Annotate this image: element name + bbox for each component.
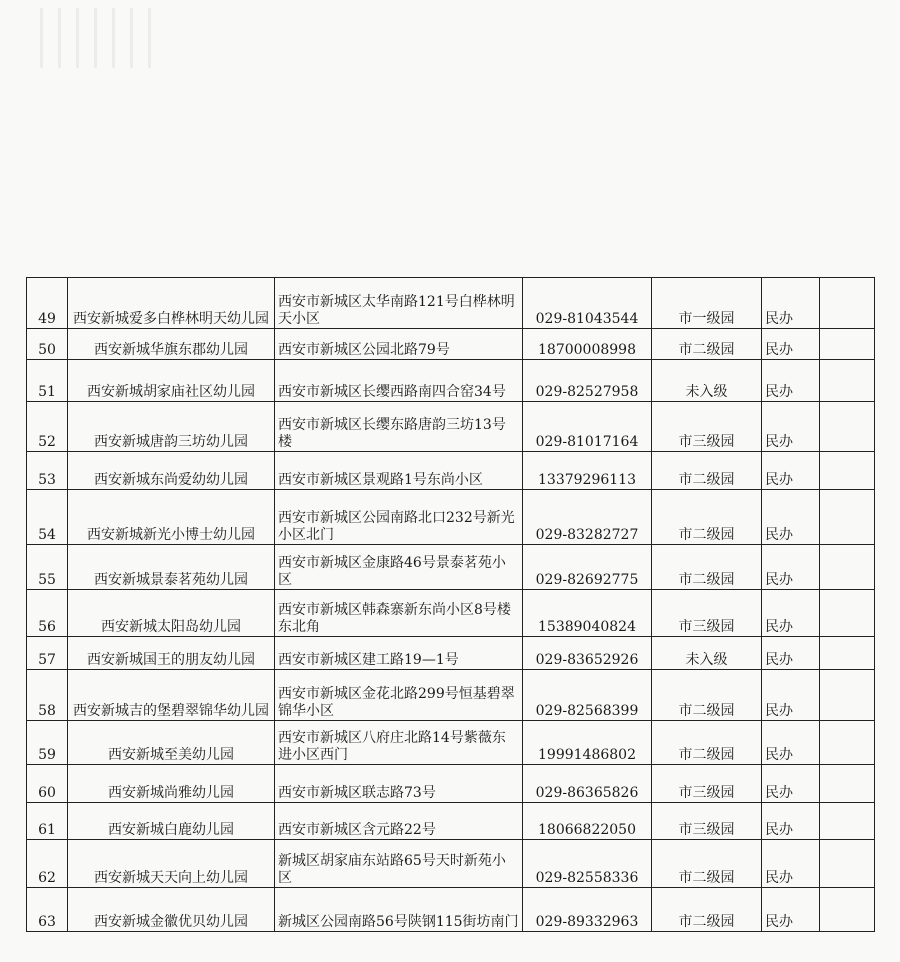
row-number: 61 — [27, 803, 68, 840]
kindergarten-address: 西安市新城区建工路19—1号 — [275, 637, 523, 670]
grade-level: 市二级园 — [652, 452, 762, 490]
table-row — [27, 803, 875, 840]
row-number: 60 — [27, 765, 68, 803]
phone-number: 029-89332963 — [523, 888, 652, 932]
row-number: 54 — [27, 490, 68, 545]
kindergarten-address: 西安市新城区联志路73号 — [275, 765, 523, 803]
kindergarten-name: 西安新城吉的堡碧翠锦华幼儿园 — [68, 670, 275, 721]
phone-number: 029-83282727 — [523, 490, 652, 545]
kindergarten-address: 新城区胡家庙东站路65号天时新苑小区 — [275, 840, 523, 888]
ownership-type: 民办 — [762, 803, 820, 840]
kindergarten-name: 西安新城新光小博士幼儿园 — [68, 490, 275, 545]
grade-level: 市三级园 — [652, 803, 762, 840]
kindergarten-name: 西安新城金徽优贝幼儿园 — [68, 888, 275, 932]
ownership-type: 民办 — [762, 490, 820, 545]
kindergarten-name: 西安新城东尚爱幼幼儿园 — [68, 452, 275, 490]
empty-cell — [820, 803, 875, 840]
kindergarten-address: 西安市新城区长缨西路南四合窑34号 — [275, 360, 523, 402]
kindergarten-name: 西安新城唐韵三坊幼儿园 — [68, 402, 275, 452]
kindergarten-address: 西安市新城区金花北路299号恒基碧翠锦华小区 — [275, 670, 523, 721]
empty-cell — [820, 590, 875, 637]
kindergarten-name: 西安新城胡家庙社区幼儿园 — [68, 360, 275, 402]
kindergarten-address: 西安市新城区公园南路北口232号新光小区北门 — [275, 490, 523, 545]
empty-cell — [820, 360, 875, 402]
empty-cell — [820, 402, 875, 452]
ownership-type: 民办 — [762, 452, 820, 490]
grade-level: 市一级园 — [652, 278, 762, 329]
grade-level: 市三级园 — [652, 590, 762, 637]
row-number: 57 — [27, 637, 68, 670]
ownership-type: 民办 — [762, 840, 820, 888]
ownership-type: 民办 — [762, 402, 820, 452]
grade-level: 市二级园 — [652, 545, 762, 590]
empty-cell — [820, 721, 875, 765]
grade-level: 市二级园 — [652, 670, 762, 721]
kindergarten-name: 西安新城白鹿幼儿园 — [68, 803, 275, 840]
row-number: 58 — [27, 670, 68, 721]
phone-number: 029-81043544 — [523, 278, 652, 329]
row-number: 52 — [27, 402, 68, 452]
table-row — [27, 402, 875, 452]
table-row — [27, 637, 875, 670]
table-row — [27, 452, 875, 490]
row-number: 62 — [27, 840, 68, 888]
empty-cell — [820, 637, 875, 670]
grade-level: 市二级园 — [652, 329, 762, 360]
table-row — [27, 840, 875, 888]
empty-cell — [820, 452, 875, 490]
ownership-type: 民办 — [762, 721, 820, 765]
phone-number: 029-81017164 — [523, 402, 652, 452]
kindergarten-address: 西安市新城区金康路46号景泰茗苑小区 — [275, 545, 523, 590]
row-number: 59 — [27, 721, 68, 765]
empty-cell — [820, 545, 875, 590]
kindergarten-name: 西安新城爱多白桦林明天幼儿园 — [68, 278, 275, 329]
row-number: 53 — [27, 452, 68, 490]
grade-level: 未入级 — [652, 360, 762, 402]
grade-level: 市二级园 — [652, 840, 762, 888]
grade-level: 市二级园 — [652, 721, 762, 765]
table-row — [27, 490, 875, 545]
empty-cell — [820, 670, 875, 721]
empty-cell — [820, 329, 875, 360]
phone-number: 15389040824 — [523, 590, 652, 637]
kindergarten-address: 西安市新城区八府庄北路14号紫薇东进小区西门 — [275, 721, 523, 765]
table-row — [27, 590, 875, 637]
ownership-type: 民办 — [762, 590, 820, 637]
kindergarten-name: 西安新城至美幼儿园 — [68, 721, 275, 765]
kindergarten-address: 西安市新城区韩森寨新东尚小区8号楼东北角 — [275, 590, 523, 637]
ownership-type: 民办 — [762, 545, 820, 590]
grade-level: 市三级园 — [652, 402, 762, 452]
kindergarten-name: 西安新城华旗东郡幼儿园 — [68, 329, 275, 360]
phone-number: 029-82692775 — [523, 545, 652, 590]
empty-cell — [820, 490, 875, 545]
grade-level: 市二级园 — [652, 490, 762, 545]
row-number: 51 — [27, 360, 68, 402]
ownership-type: 民办 — [762, 888, 820, 932]
table-row — [27, 329, 875, 360]
ownership-type: 民办 — [762, 637, 820, 670]
phone-number: 18066822050 — [523, 803, 652, 840]
phone-number: 13379296113 — [523, 452, 652, 490]
phone-number: 029-83652926 — [523, 637, 652, 670]
table-row — [27, 545, 875, 590]
kindergarten-address: 西安市新城区公园北路79号 — [275, 329, 523, 360]
ownership-type: 民办 — [762, 670, 820, 721]
row-number: 50 — [27, 329, 68, 360]
ownership-type: 民办 — [762, 278, 820, 329]
table-row — [27, 670, 875, 721]
table-row — [27, 765, 875, 803]
empty-cell — [820, 278, 875, 329]
kindergarten-name: 西安新城天天向上幼儿园 — [68, 840, 275, 888]
kindergarten-address: 新城区公园南路56号陕钢115街坊南门 — [275, 888, 523, 932]
phone-number: 029-82527958 — [523, 360, 652, 402]
kindergarten-name: 西安新城国王的朋友幼儿园 — [68, 637, 275, 670]
kindergarten-address: 西安市新城区长缨东路唐韵三坊13号楼 — [275, 402, 523, 452]
table-row — [27, 360, 875, 402]
empty-cell — [820, 840, 875, 888]
kindergarten-name: 西安新城太阳岛幼儿园 — [68, 590, 275, 637]
scan-artifact — [40, 8, 160, 68]
phone-number: 029-82558336 — [523, 840, 652, 888]
grade-level: 未入级 — [652, 637, 762, 670]
row-number: 55 — [27, 545, 68, 590]
row-number: 49 — [27, 278, 68, 329]
grade-level: 市三级园 — [652, 765, 762, 803]
ownership-type: 民办 — [762, 360, 820, 402]
phone-number: 029-82568399 — [523, 670, 652, 721]
kindergarten-address: 西安市新城区太华南路121号白桦林明天小区 — [275, 278, 523, 329]
empty-cell — [820, 888, 875, 932]
ownership-type: 民办 — [762, 765, 820, 803]
kindergarten-address: 西安市新城区景观路1号东尚小区 — [275, 452, 523, 490]
row-number: 56 — [27, 590, 68, 637]
table-row — [27, 888, 875, 932]
kindergarten-name: 西安新城尚雅幼儿园 — [68, 765, 275, 803]
kindergarten-name: 西安新城景泰茗苑幼儿园 — [68, 545, 275, 590]
phone-number: 029-86365826 — [523, 765, 652, 803]
kindergarten-address: 西安市新城区含元路22号 — [275, 803, 523, 840]
phone-number: 19991486802 — [523, 721, 652, 765]
row-number: 63 — [27, 888, 68, 932]
empty-cell — [820, 765, 875, 803]
table-row — [27, 278, 875, 329]
ownership-type: 民办 — [762, 329, 820, 360]
table-row — [27, 721, 875, 765]
kindergarten-table — [26, 277, 875, 932]
grade-level: 市二级园 — [652, 888, 762, 932]
phone-number: 18700008998 — [523, 329, 652, 360]
